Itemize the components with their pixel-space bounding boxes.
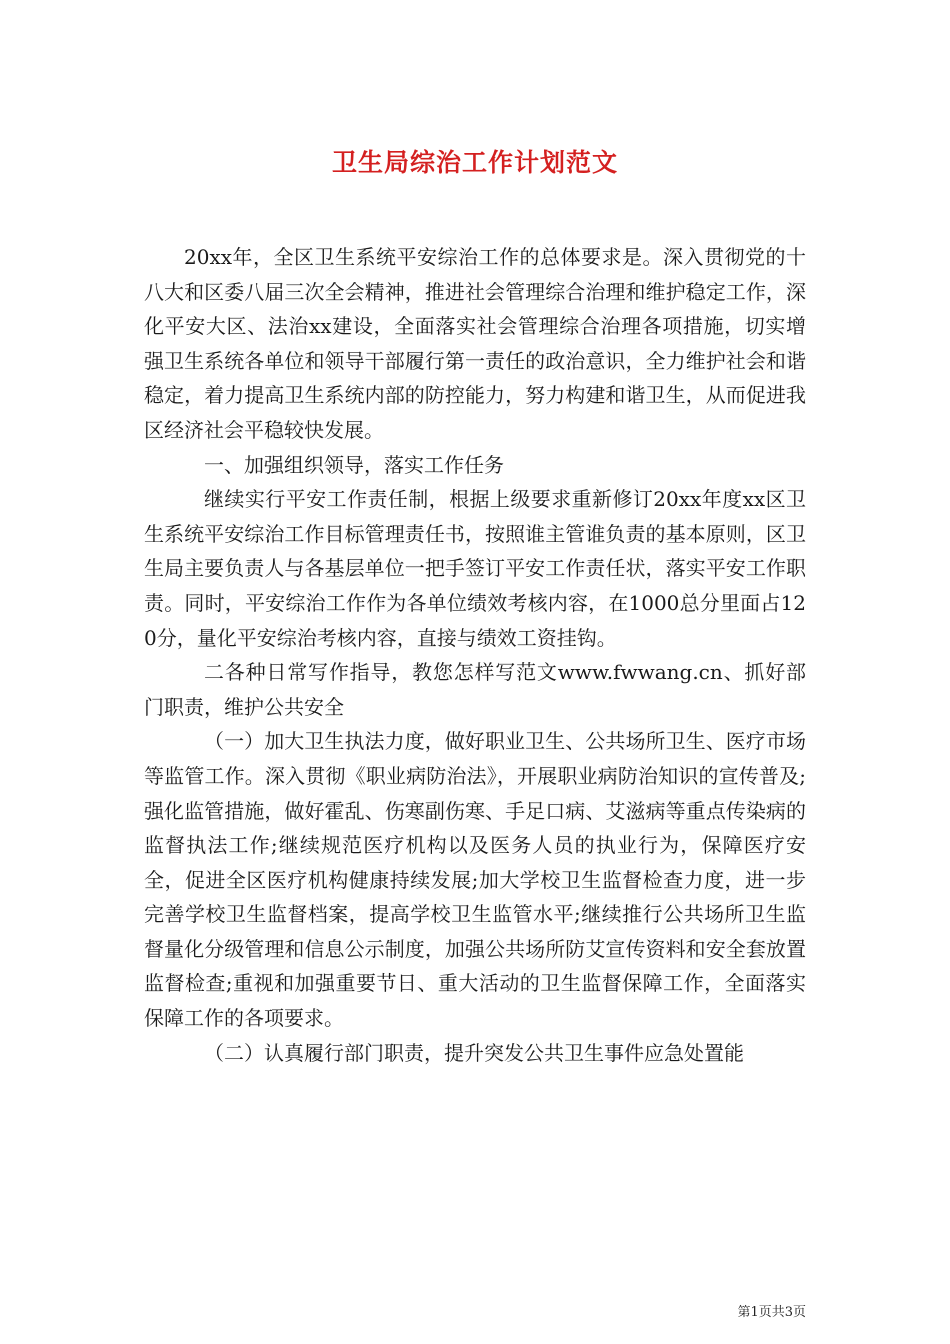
document-title: 卫生局综治工作计划范文 [331, 147, 618, 177]
paragraph-section-1: 继续实行平安工作责任制，根据上级要求重新修订20xx年度xx区卫生系统平安综治工作目标管理责任书，按照谁主管谁负责的基本原则，区卫生局主要负责人与各基层单位一把手签订平安工作责任状，落实平安工作职责。同时，平安综治工作作为各单位绩效考核内容，在1000总分里面占120分，量化平安综治考核内容，直接与绩效工资挂钩。 [144, 487, 806, 650]
paragraph-intro: 20xx年，全区卫生系统平安综治工作的总体要求是。深入贯彻党的十八大和区委八届三次全会精神，推进社会管理综合治理和维护稳定工作，深化平安大区、法治xx建设，全面落实社会管理综合治理各项措施，切实增强卫生系统各单位和领导干部履行第一责任的政治意识，全力维护社会和谐稳定，着力提高卫生系统内部的防控能力，努力构建和谐卫生，从而促进我区经济社会平稳较快发展。 [144, 245, 806, 442]
page-number: 第1页共3页 [737, 1305, 806, 1320]
paragraph-subsection-2: （二）认真履行部门职责，提升突发公共卫生事件应急处置能 [204, 1040, 744, 1065]
document-body [144, 240, 806, 1070]
section-heading-1: 一、加强组织领导，落实工作任务 [204, 452, 504, 477]
section-heading-2: 二各种日常写作指导，教您怎样写范文www.fwwang.cn、抓好部门职责，维护公共安全 [144, 660, 806, 719]
paragraph-subsection-1: （一）加大卫生执法力度，做好职业卫生、公共场所卫生、医疗市场等监管工作。深入贯彻《职业病防治法》，开展职业病防治知识的宣传普及;强化监管措施，做好霍乱、伤寒副伤寒、手足口病、艾滋病等重点传染病的监督执法工作;继续规范医疗机构以及医务人员的执业行为，保障医疗安全，促进全区医疗机构健康持续发展;加大学校卫生监督检查力度，进一步完善学校卫生监督档案，提高学校卫生监管水平;继续推行公共场所卫生监督量化分级管理和信息公示制度，加强公共场所防艾宣传资料和安全套放置监督检查;重视和加强重要节日、重大活动的卫生监督保障工作，全面落实保障工作的各项要求。 [144, 729, 806, 1031]
